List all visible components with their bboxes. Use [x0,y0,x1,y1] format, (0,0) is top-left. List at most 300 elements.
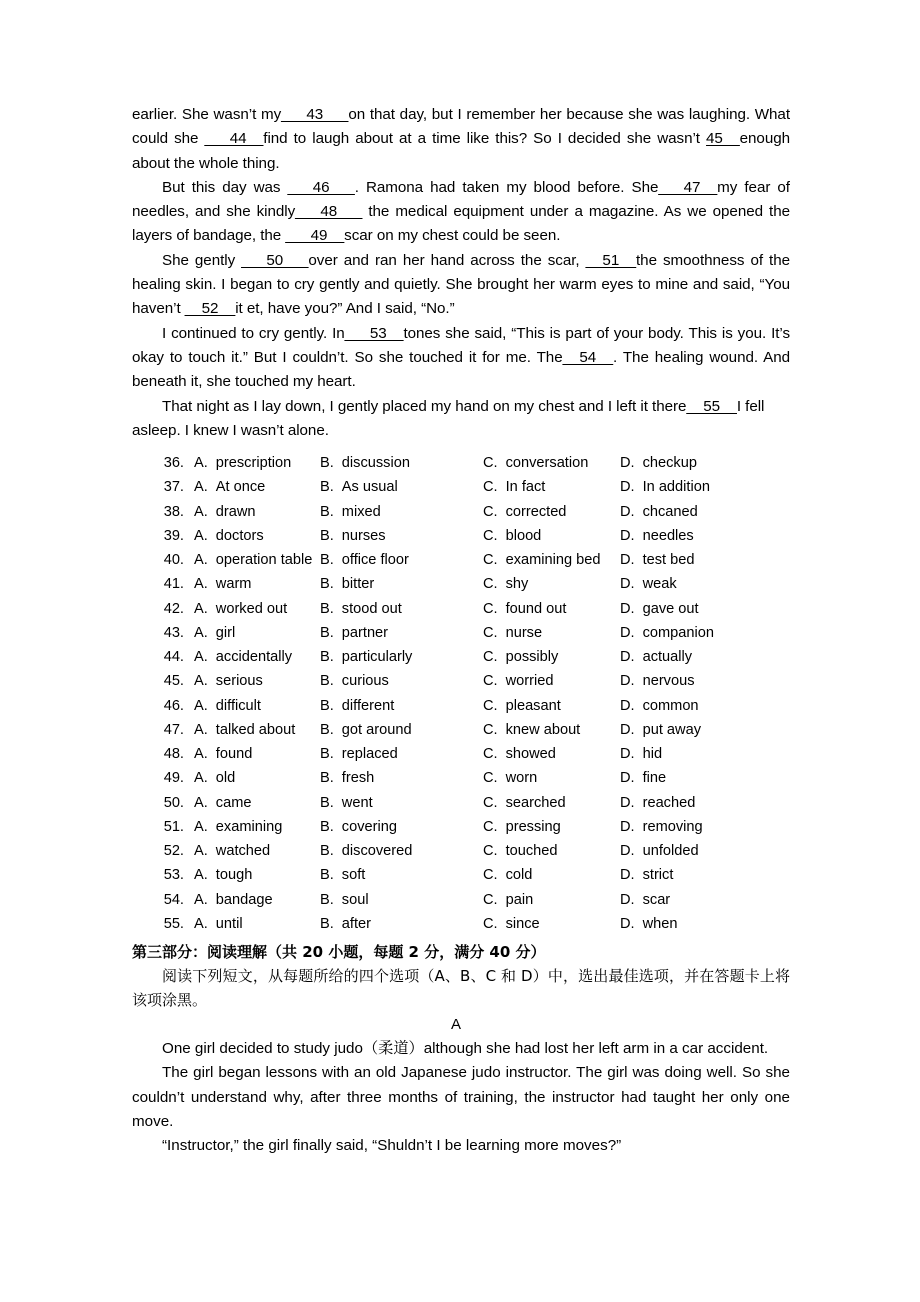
option-choice-a[interactable] [194,766,235,790]
question-number: 39. [163,527,184,544]
option-text: scar [642,891,671,908]
option-text: checkup [642,455,697,472]
cloze-blank: ___47__ [658,178,718,196]
option-choice-a[interactable] [194,742,252,766]
option-label: D. [620,697,635,714]
option-label: D. [620,891,635,908]
option-text: strict [642,867,674,884]
question-number: 48. [163,746,184,763]
option-label: B. [320,576,334,593]
option-text: came [215,794,252,811]
option-text: weak [642,576,677,593]
option-label: D. [620,649,635,666]
option-label: A. [194,818,208,835]
option-label: C. [483,552,498,569]
option-label: A. [194,794,208,811]
passage-paragraph: “Instructor,” the girl finally said, “Shuldn’t I be learning more moves?” [162,1137,622,1155]
option-text: showed [505,746,556,763]
option-text: possibly [505,649,559,666]
option-choice-a[interactable] [194,645,292,669]
question-number: 50. [163,794,184,811]
option-text: prescription [215,455,292,472]
option-choice-c[interactable] [483,500,566,524]
cloze-text: on that day, but I remember her because she was laughing. What could she [132,106,790,148]
cloze-blank: __52__ [184,300,236,318]
reading-passage [132,1037,790,1158]
option-choice-a[interactable] [194,475,265,499]
option-text: fine [642,770,667,787]
option-row [132,742,790,766]
option-label: B. [320,600,334,617]
option-text: discovered [341,843,413,860]
option-choice-d[interactable] [620,669,695,693]
option-choice-b[interactable] [320,548,409,572]
option-text: doctors [215,527,264,544]
option-label: B. [320,721,334,738]
option-text: knew about [505,721,581,738]
option-choice-a[interactable] [194,912,243,936]
option-text: replaced [341,746,398,763]
option-choice-b[interactable] [320,475,398,499]
option-text: mixed [341,503,381,520]
option-label: C. [483,697,498,714]
option-text: hid [642,746,663,763]
option-text: As usual [341,479,398,496]
question-number: 38. [163,503,184,520]
option-label: B. [320,649,334,666]
option-choice-b[interactable] [320,742,398,766]
option-text: after [341,915,371,932]
option-label: C. [483,867,498,884]
passage-paragraph: One girl decided to study judo（柔道）although she had lost her left arm in a car accident. [162,1040,769,1058]
option-text: nurses [341,527,386,544]
option-label: B. [320,552,334,569]
option-label: C. [483,503,498,520]
option-choice-b[interactable] [320,621,388,645]
option-label: A. [194,479,208,496]
option-text: stood out [341,600,402,617]
question-number: 53. [163,867,184,884]
option-choice-a[interactable] [194,621,235,645]
option-choice-b[interactable] [320,791,373,815]
option-text: talked about [215,721,296,738]
option-choice-d[interactable] [620,742,662,766]
option-label: D. [620,552,635,569]
option-label: A. [194,576,208,593]
option-text: different [341,697,395,714]
option-choice-b[interactable] [320,815,397,839]
option-text: discussion [341,455,410,472]
option-choice-b[interactable] [320,669,389,693]
option-choice-d[interactable] [620,839,699,863]
cloze-text: But this day was [162,178,288,196]
option-choice-d[interactable] [620,791,695,815]
option-choice-c[interactable] [483,669,553,693]
cloze-blank: ___48___ [295,203,363,221]
option-choice-d[interactable] [620,500,698,524]
option-label: A. [194,527,208,544]
option-text: fresh [341,770,375,787]
option-choice-d[interactable] [620,645,692,669]
option-choice-b[interactable] [320,500,381,524]
option-choice-c[interactable] [483,621,542,645]
option-choice-a[interactable] [194,839,270,863]
option-label: A. [194,867,208,884]
option-label: B. [320,746,334,763]
option-choice-b[interactable] [320,888,369,912]
option-label: C. [483,479,498,496]
option-label: A. [194,770,208,787]
option-choice-a[interactable] [194,888,273,912]
option-label: A. [194,843,208,860]
option-label: C. [483,576,498,593]
cloze-paragraph [132,176,790,249]
passage-letter: A [450,1015,461,1033]
option-label: D. [620,624,635,641]
option-label: C. [483,818,498,835]
option-choice-c[interactable] [483,791,566,815]
option-choice-a[interactable] [194,815,282,839]
option-text: bandage [215,891,273,908]
option-choice-b[interactable] [320,645,412,669]
cloze-paragraph [132,103,790,176]
option-choice-c[interactable] [483,742,556,766]
cloze-text: over and ran her hand across the scar, [308,251,586,269]
option-label: C. [483,624,498,641]
option-text: found [215,746,253,763]
cloze-text: enough about the whole thing. [132,130,791,172]
cloze-text: it et, have you?” And I said, “No.” [235,300,455,318]
question-options-list [132,451,790,936]
option-choice-c[interactable] [483,815,561,839]
option-choice-c[interactable] [483,475,545,499]
option-text: partner [341,624,389,641]
question-number: 42. [163,600,184,617]
option-choice-b[interactable] [320,863,365,887]
cloze-text: the medical equipment under a magazine. As we opened the layers of bandage, the [132,203,790,245]
option-choice-d[interactable] [620,572,677,596]
option-choice-c[interactable] [483,718,580,742]
option-label: C. [483,891,498,908]
option-text: cold [505,867,533,884]
option-label: C. [483,721,498,738]
question-number: 47. [163,721,184,738]
option-label: C. [483,746,498,763]
option-choice-b[interactable] [320,694,394,718]
option-text: tough [215,867,253,884]
question-number: 40. [163,552,184,569]
option-label: D. [620,600,635,617]
option-label: C. [483,455,498,472]
option-row [132,669,790,693]
option-label: D. [620,576,635,593]
option-label: D. [620,867,635,884]
option-label: B. [320,770,334,787]
option-row [132,451,790,475]
cloze-blank: ___53__ [344,324,404,342]
option-text: old [215,770,236,787]
option-label: B. [320,915,334,932]
option-choice-b[interactable] [320,839,412,863]
question-number: 43. [163,624,184,641]
option-choice-b[interactable] [320,597,402,621]
option-choice-d[interactable] [620,718,701,742]
option-choice-c[interactable] [483,451,588,475]
option-text: soft [341,867,366,884]
option-text: found out [505,600,567,617]
option-text: examining [215,818,283,835]
option-row [132,791,790,815]
option-text: companion [642,624,714,641]
option-choice-d[interactable] [620,524,694,548]
option-text: serious [215,673,263,690]
option-choice-c[interactable] [483,645,558,669]
option-choice-d[interactable] [620,694,699,718]
option-choice-c[interactable] [483,572,528,596]
option-text: particularly [341,649,413,666]
option-row [132,548,790,572]
option-choice-b[interactable] [320,766,374,790]
option-text: chcaned [642,503,698,520]
cloze-text: my fear of needles, and she kindly [132,178,790,221]
option-choice-d[interactable] [620,912,677,936]
reading-instructions: 阅读下列短文，从每题所给的四个选项（A、B、C 和 D）中，选出最佳选项，并在答题卡上将该项涂黑。 [132,967,790,1010]
option-label: D. [620,455,635,472]
passage-paragraph: The girl began lessons with an old Japanese judo instructor. The girl was doing well. So she couldn’t understand why, after three months of training, the instructor had taught her only one move. [132,1064,790,1130]
question-number: 44. [163,649,184,666]
page-content [132,103,790,1159]
option-choice-a[interactable] [194,694,261,718]
cloze-blank: __55__ [686,397,737,415]
option-choice-b[interactable] [320,912,371,936]
option-choice-c[interactable] [483,863,532,887]
question-number: 46. [163,697,184,714]
option-label: A. [194,697,208,714]
option-label: A. [194,721,208,738]
cloze-blank: 45__ [706,130,740,148]
option-row [132,597,790,621]
option-choice-a[interactable] [194,791,251,815]
option-label: A. [194,746,208,763]
option-text: needles [642,527,694,544]
option-text: until [215,915,243,932]
option-label: A. [194,891,208,908]
option-choice-d[interactable] [620,815,703,839]
option-label: C. [483,673,498,690]
option-row [132,839,790,863]
question-number: 52. [163,843,184,860]
question-number: 54. [163,891,184,908]
option-label: B. [320,503,334,520]
option-text: went [341,794,373,811]
option-text: operation table [215,552,313,569]
option-text: got around [341,721,412,738]
option-label: A. [194,915,208,932]
option-text: gave out [642,600,699,617]
option-text: watched [215,843,271,860]
option-text: nurse [505,624,543,641]
option-label: B. [320,527,334,544]
option-text: office floor [341,552,409,569]
option-label: B. [320,867,334,884]
option-label: D. [620,843,635,860]
option-text: actually [642,649,693,666]
option-text: shy [505,576,529,593]
question-number: 41. [163,576,184,593]
option-text: conversation [505,455,589,472]
cloze-text: . Ramona had taken my blood before. She [354,178,659,196]
question-number: 49. [163,770,184,787]
option-label: A. [194,552,208,569]
cloze-text: She gently [162,251,242,269]
option-text: worried [505,673,554,690]
cloze-blank: __54__ [562,348,613,366]
option-choice-d[interactable] [620,863,673,887]
reading-section-heading: 第三部分：阅读理解（共 20 小题，每题 2 分，满分 40 分） [132,943,546,962]
option-text: worked out [215,600,288,617]
option-label: D. [620,503,635,520]
option-label: C. [483,527,498,544]
option-choice-c[interactable] [483,912,540,936]
option-choice-c[interactable] [483,524,541,548]
cloze-text: find to laugh about at a time like this? So I decided she wasn’t [263,130,707,148]
option-text: In fact [505,479,546,496]
option-label: B. [320,697,334,714]
option-text: warm [215,576,252,593]
option-label: B. [320,794,334,811]
option-choice-b[interactable] [320,524,386,548]
option-choice-d[interactable] [620,766,666,790]
option-label: A. [194,600,208,617]
option-label: D. [620,721,635,738]
option-label: C. [483,770,498,787]
option-label: B. [320,479,334,496]
option-text: corrected [505,503,567,520]
option-label: B. [320,843,334,860]
option-choice-a[interactable] [194,718,295,742]
option-label: B. [320,818,334,835]
option-text: pain [505,891,534,908]
option-choice-d[interactable] [620,597,699,621]
cloze-blank: __51__ [585,251,637,269]
option-text: worn [505,770,538,787]
option-choice-c[interactable] [483,694,561,718]
option-text: bitter [341,576,375,593]
option-label: C. [483,915,498,932]
option-text: put away [642,721,702,738]
option-choice-b[interactable] [320,572,374,596]
option-label: D. [620,818,635,835]
option-row [132,863,790,887]
cloze-blank: ___44__ [204,130,264,148]
option-choice-a[interactable] [194,500,256,524]
option-row [132,718,790,742]
question-number: 37. [163,479,184,496]
option-choice-d[interactable] [620,451,697,475]
cloze-blank: ___46___ [287,178,355,196]
option-choice-d[interactable] [620,548,695,572]
cloze-text: I continued to cry gently. In [162,324,345,342]
option-choice-d[interactable] [620,888,670,912]
option-row [132,572,790,596]
option-text: nervous [642,673,695,690]
option-choice-c[interactable] [483,839,558,863]
option-label: C. [483,649,498,666]
option-text: pressing [505,818,561,835]
option-row [132,766,790,790]
option-choice-a[interactable] [194,597,287,621]
cloze-blank: ___50___ [241,251,309,269]
option-row [132,475,790,499]
option-row [132,888,790,912]
option-text: when [642,915,678,932]
option-label: B. [320,673,334,690]
option-choice-b[interactable] [320,451,410,475]
option-choice-c[interactable] [483,597,566,621]
option-label: A. [194,673,208,690]
cloze-text: the smoothness of the healing skin. I began to cry gently and quietly. She brought her warm eyes to mine and said, “You haven’t [132,251,791,318]
option-choice-b[interactable] [320,718,412,742]
option-label: A. [194,503,208,520]
option-choice-a[interactable] [194,524,264,548]
option-choice-a[interactable] [194,572,251,596]
cloze-text: scar on my chest could be seen. [344,227,561,245]
option-choice-c[interactable] [483,888,533,912]
option-label: D. [620,770,635,787]
option-label: A. [194,624,208,641]
cloze-text: I fell asleep. I knew I wasn’t alone. [132,397,765,439]
option-text: common [642,697,699,714]
question-number: 36. [163,455,184,472]
option-text: searched [505,794,566,811]
option-row [132,912,790,936]
option-text: blood [505,527,542,544]
option-choice-d[interactable] [620,621,714,645]
option-choice-c[interactable] [483,766,537,790]
option-label: B. [320,455,334,472]
cloze-text: . The healing wound. And beneath it, she touched my heart. [132,348,790,391]
option-label: C. [483,794,498,811]
option-choice-d[interactable] [620,475,710,499]
option-text: touched [505,843,558,860]
option-row [132,645,790,669]
cloze-paragraph [132,395,790,444]
option-choice-c[interactable] [483,548,601,572]
option-text: covering [341,818,397,835]
option-row [132,524,790,548]
option-label: D. [620,794,635,811]
option-row [132,621,790,645]
cloze-blank: ___49__ [285,227,345,245]
cloze-text: earlier. She wasn’t my [132,106,282,123]
option-text: pleasant [505,697,561,714]
option-text: examining bed [505,552,601,569]
option-choice-a[interactable] [194,863,252,887]
cloze-text: That night as I lay down, I gently placed my hand on my chest and I left it there [162,397,687,415]
option-choice-a[interactable] [194,548,312,572]
option-row [132,500,790,524]
option-choice-a[interactable] [194,451,291,475]
cloze-passage [132,103,790,443]
option-text: drawn [215,503,256,520]
option-text: soul [341,891,369,908]
option-choice-a[interactable] [194,669,263,693]
option-text: curious [341,673,389,690]
option-label: D. [620,527,635,544]
cloze-blank: ___43___ [281,106,349,123]
option-label: A. [194,455,208,472]
option-label: A. [194,649,208,666]
